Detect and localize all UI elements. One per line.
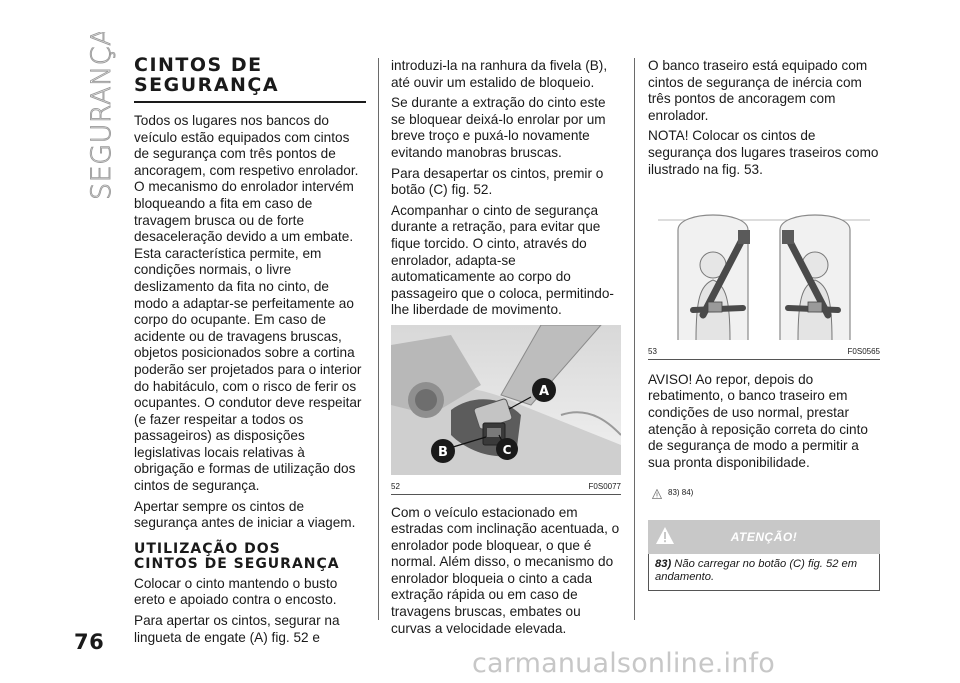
column-separator (378, 58, 379, 620)
paragraph: Para desapertar os cintos, premir o botão (C) fig. 52. (391, 165, 604, 198)
section-tab-graphic (72, 32, 122, 202)
figure-code: F0S0565 (847, 346, 880, 356)
paragraph: NOTA! Colocar os cintos de segurança dos lugares traseiros como ilustrado na fig. 53. (648, 128, 879, 177)
attention-body (648, 554, 880, 591)
attention-title: ATENÇÃO! (730, 529, 798, 544)
figure-code: F0S0077 (588, 481, 621, 491)
column-3 (648, 58, 880, 591)
paragraph: Acompanhar o cinto de segurança durante a retração, para evitar que fique torcido. O cinto, através do enrolador, adapta-se automaticamente ao corpo do passageiro que o coloca, permitindo-lhe liberdade de movimento. (391, 202, 614, 318)
attention-ref: 83) (655, 557, 672, 570)
figure-53 (648, 190, 880, 360)
paragraph: Com o veículo estacionado em estradas com inclinação acentuada, o enrolador pode bloquear, o que é normal. Além disso, o mecanismo do enrolador bloqueia o cinto a cada extração rápida ou em caso de travagens bruscas, embates ou curvas a velocidade elevada. (391, 504, 620, 636)
attention-box (648, 520, 880, 591)
heading-rule (134, 101, 366, 103)
warning-triangle-icon (652, 489, 662, 499)
figure-caption (648, 345, 880, 359)
references-text: 83) 84) (668, 488, 694, 498)
warning-triangle-icon (654, 525, 676, 547)
paragraph: Colocar o cinto mantendo o busto ereto e apoiado contra o encosto. (134, 575, 338, 608)
figure-number: 52 (391, 481, 400, 491)
rear-seatbelts-illustration (648, 190, 880, 340)
page-number: 76 (74, 630, 105, 654)
figure-number: 53 (648, 346, 657, 356)
paragraph: Se durante a extração do cinto este se bloquear deixá-lo enrolar por um breve troço e puxá-lo novamente evitando manobras bruscas. (391, 95, 606, 160)
paragraph: Para apertar os cintos, segurar na lingueta de engate (A) fig. 52 e (134, 613, 340, 645)
paragraph: AVISO! Ao repor, depois do rebatimento, o banco traseiro em condições de uso normal, prestar atenção à reposição correta do cinto de segurança de modo a permitir a sua pronta disponibilidade. (648, 371, 868, 470)
column-2 (391, 58, 621, 641)
main-heading (134, 55, 366, 95)
seatbelt-buckle-illustration (391, 325, 621, 475)
attention-header (648, 520, 880, 554)
subheading-line1: UTILIZAÇÃO DOS (134, 540, 281, 557)
main-heading-line2: SEGURANÇA (134, 74, 280, 96)
label-a: A (538, 383, 550, 399)
attention-text: Não carregar no botão (C) fig. 52 em andamento. (655, 557, 858, 583)
figure-52 (391, 325, 621, 495)
figure-caption (391, 480, 621, 494)
paragraph: introduzi-la na ranhura da fivela (B), até ouvir um estalido de bloqueio. (391, 58, 608, 90)
column-1 (134, 55, 366, 650)
section-tab (72, 32, 122, 202)
paragraph: O banco traseiro está equipado com cintos de segurança de inércia com três pontos de ancoragem com enrolador. (648, 58, 868, 123)
label-c: C (502, 442, 512, 457)
main-heading-line1: CINTOS DE (134, 54, 263, 76)
watermark[interactable]: carmanualsonline.info (472, 648, 775, 679)
column-separator (634, 58, 635, 620)
paragraph: Apertar sempre os cintos de segurança antes de iniciar a viagem. (134, 498, 356, 531)
subheading-line2: CINTOS DE SEGURANÇA (134, 555, 340, 572)
references (652, 485, 880, 502)
subheading (134, 542, 366, 572)
paragraph: Todos os lugares nos bancos do veículo estão equipados com cintos de segurança com três pontos de ancoragem, com respetivo enrolador. O mecanismo do enrolador intervém bloqueando a fita em caso de travagem brusca ou de forte desaceleração devido a um embate. Esta característica permite, em condições normais, o livre deslizamento da fita no cinto, de modo a adaptar-se perfeitamente ao corpo do ocupante. Em caso de acidente ou de travagens bruscas, objetos posicionados sobre a cortina poderão ser projetados para o interior do habitáculo, com o risco de ferir os ocupantes. O condutor deve respeitar (e fazer respeitar a todos os passageiros) as disposições legislativas locais relativas à obrigação e formas de utilização dos cintos de segurança. (134, 113, 362, 494)
section-tab-label: SEGURANÇA (86, 32, 117, 200)
label-b: B (438, 444, 448, 460)
